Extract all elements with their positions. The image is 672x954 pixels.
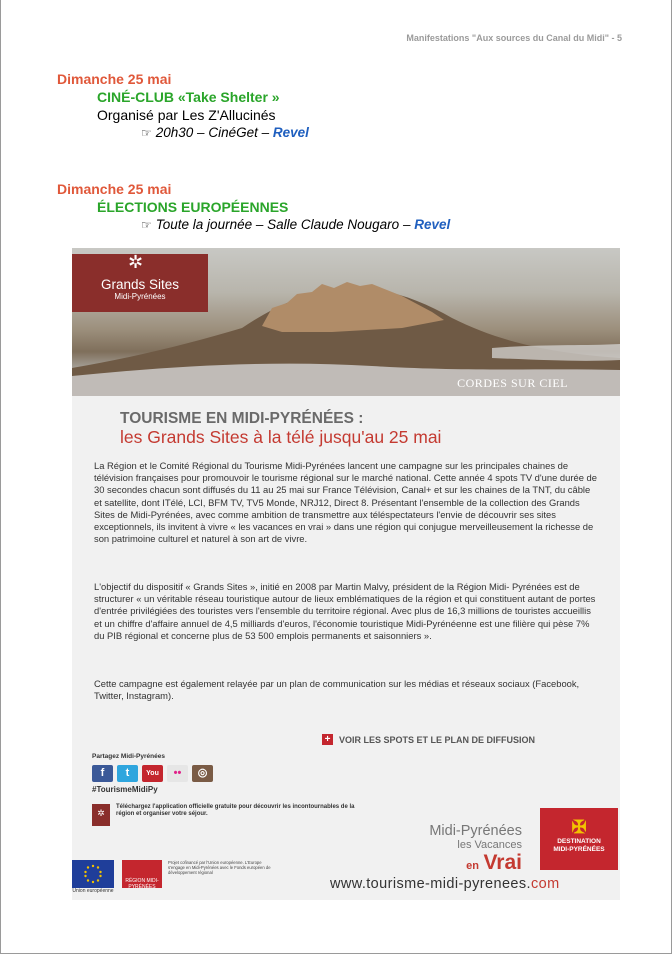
website-url: www.tourisme-midi-pyrenees.	[330, 876, 531, 892]
app-promo-text: Téléchargez l'application officielle gratuite pour découvrir les incontournables de la région et organiser votre séjour.	[116, 804, 355, 817]
event-title: ÉLECTIONS EUROPÉENNES	[97, 199, 289, 215]
photo-caption: CORDES SUR CIEL	[457, 376, 568, 390]
social-icons	[92, 765, 217, 782]
slogan-line-1: Midi-Pyrénées	[429, 823, 522, 839]
share-label: Partagez Midi-Pyrénées	[92, 753, 165, 760]
event-info	[57, 124, 309, 142]
region-logo: RÉGION MIDI-PYRÉNÉES	[122, 860, 162, 888]
instagram-icon[interactable]: ◎	[192, 765, 213, 782]
plus-icon: +	[322, 734, 333, 745]
feder-text: Projet cofinancé par l'Union européenne. L'Europe s'engage en Midi-Pyrénées avec le Fonds européen de développement régional	[168, 860, 271, 875]
tourism-flyer	[72, 248, 620, 900]
flyer-paragraph: L'objectif du dispositif « Grands Sites », initié en 2008 par Martin Malvy, président de la Région Midi- Pyrénées est de structurer « un véritable réseau touristique autour de lieux emblématiques de la région et qui constituent autant de portes d'entrée privilégiées des touristes vers l'ensemble du territoire régional. Avec plus de 16,3 millions de touristes accueillis et un chiffre d'affaire annuel de 4,5 milliards d'euros, l'économie touristique Midi-Pyrénéenne est une filière qui pèse 7% du PIB régional et concerne plus de 53 500 emplois permanents et saisonniers ».	[94, 581, 596, 641]
cordes-sur-ciel-photo	[72, 248, 620, 396]
occitan-cross-icon: ✠	[571, 817, 587, 837]
event-town: Revel	[414, 217, 451, 232]
share-block	[92, 753, 217, 794]
twitter-icon[interactable]: t	[117, 765, 138, 782]
slogan-en: en	[466, 860, 479, 872]
flyer-heading	[120, 410, 600, 447]
event-cine-club	[57, 70, 309, 142]
running-header: Manifestations "Aux sources du Canal du Midi" - 5	[406, 33, 622, 43]
grands-sites-logo: Grands Sites Midi-Pyrénées	[72, 254, 208, 312]
footer-logos	[72, 860, 620, 900]
eu-caption: Union européenne	[72, 888, 114, 894]
facebook-icon[interactable]: f	[92, 765, 113, 782]
slogan-vrai: Vrai	[483, 851, 522, 874]
hashtag: #TourismeMidiPy	[92, 785, 158, 794]
event-town: Revel	[272, 125, 309, 140]
slogan-line-2: les Vacances	[457, 839, 522, 851]
pointing-hand-icon: ☞	[141, 126, 152, 140]
event-info	[57, 216, 450, 234]
app-promo	[92, 804, 356, 826]
youtube-icon[interactable]: You	[142, 765, 163, 782]
eu-flag-icon	[72, 860, 114, 888]
destination-logo: ✠ DESTINATION MIDI-PYRÉNÉES	[540, 808, 618, 870]
flyer-heading-1: TOURISME EN MIDI-PYRÉNÉES :	[120, 410, 364, 427]
spots-link[interactable]	[322, 734, 535, 745]
event-time-place: Toute la journée – Salle Claude Nougaro –	[155, 217, 411, 232]
flyer-heading-2: les Grands Sites à la télé jusqu'au 25 mai	[120, 427, 442, 447]
star-flower-icon: ✲	[128, 252, 144, 272]
event-time-place: 20h30 – CinéGet –	[155, 125, 270, 140]
flickr-icon[interactable]: ••	[167, 765, 188, 782]
website-link[interactable]	[330, 876, 560, 892]
event-organizer: Organisé par Les Z'Allucinés	[97, 107, 276, 123]
pointing-hand-icon: ☞	[141, 218, 152, 232]
app-icon[interactable]: ✲	[92, 804, 110, 826]
website-tld: com	[530, 876, 560, 892]
eu-logo	[72, 860, 114, 894]
event-elections	[57, 180, 450, 234]
event-date: Dimanche 25 mai	[57, 71, 172, 87]
event-title: CINÉ-CLUB «Take Shelter »	[97, 89, 280, 105]
flyer-paragraph: La Région et le Comité Régional du Tourisme Midi-Pyrénées lancent une campagne sur les principales chaines de télévision françaises pour promouvoir le tourisme régional sur le marché national. Cette année 4 spots TV d'une durée de 30 secondes chacun sont diffusés du 11 au 25 mai sur France Télévision, Canal+ et sur les chaines de la TNT, du câble et satellite, dont ITélé, LCI, BFM TV, TV5 Monde, NRJ12, Direct 8. Présentant l'ensemble de la collection des Grands Sites de Midi-Pyrénées, avec comme ambition de transmettre aux téléspectateurs l'envie de découvrir ses sites exceptionnels, ils invitent à vivre « les vacances en vrai » dans une région qui conjugue merveilleusement la richesse de son patrimoine culturel et naturel à son art de vivre.	[94, 460, 597, 545]
flyer-paragraph: Cette campagne est également relayée par un plan de communication sur les médias et réseaux sociaux (Facebook, Twitter, Instagram).	[94, 678, 580, 702]
spots-link-label: VOIR LES SPOTS ET LE PLAN DE DIFFUSION	[339, 734, 536, 745]
event-date: Dimanche 25 mai	[57, 181, 172, 197]
